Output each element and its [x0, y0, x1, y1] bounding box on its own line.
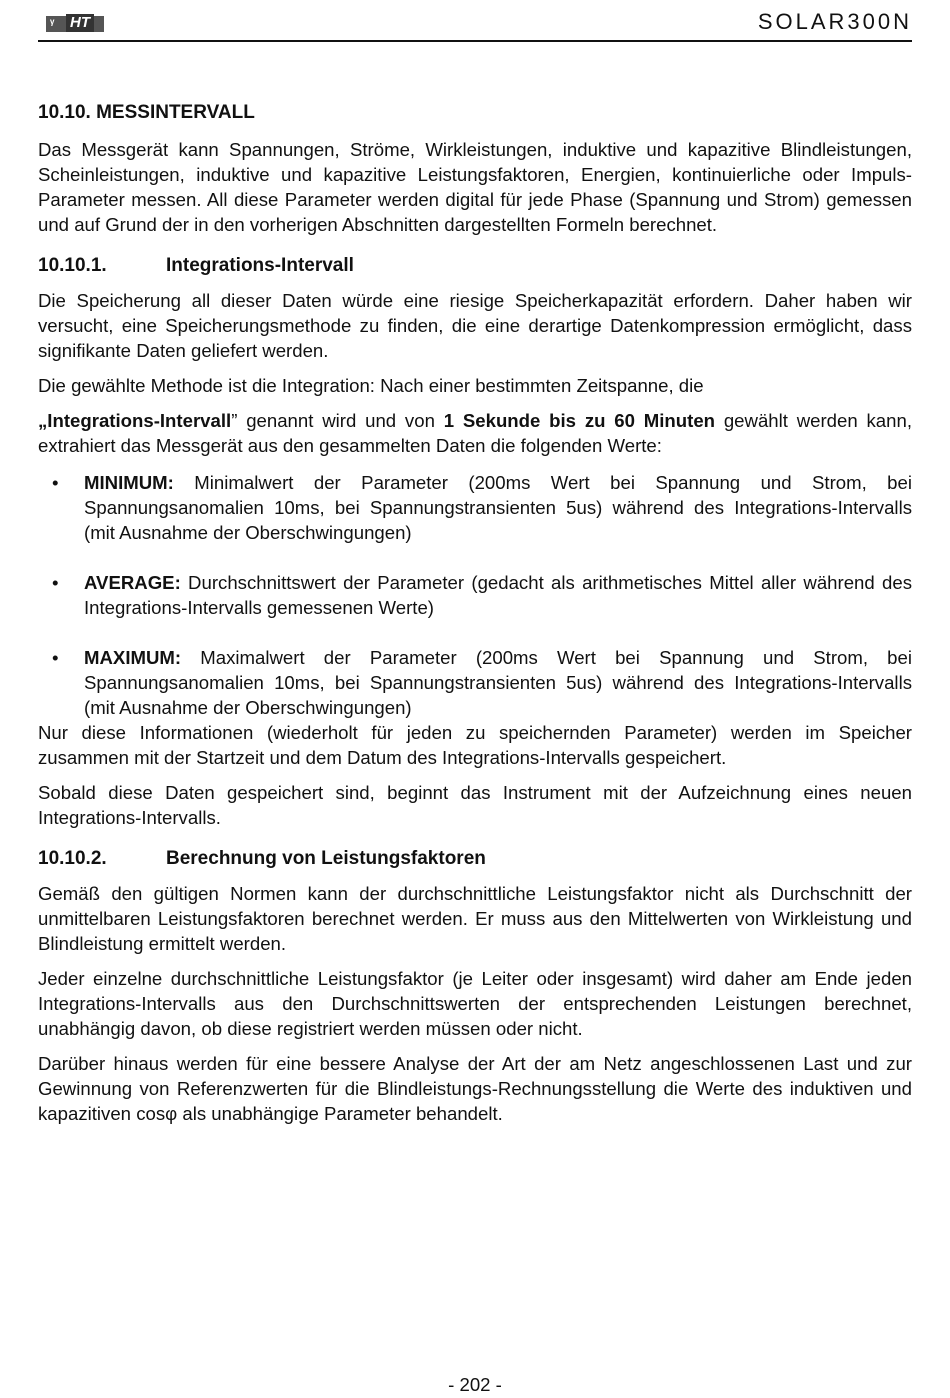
subsection-number: 10.10.1.	[38, 255, 107, 276]
page-number: - 202 -	[448, 1374, 502, 1395]
bullet-icon: •	[52, 472, 59, 493]
paragraph: Darüber hinaus werden für eine bessere Analyse der Art der am Netz angeschlossenen Last und zur Gewinnung von Referenzwerten für die Blindleistungs-Rechnungsstellung die Werte des induktiven und kapazitiven cosφ als unabhängige Parameter behandelt.	[38, 1053, 912, 1124]
subsection-number: 10.10.2.	[38, 848, 107, 869]
model-name: SOLAR300N	[757, 9, 912, 34]
bullet-icon: •	[52, 647, 59, 668]
bullet-icon: •	[52, 572, 59, 593]
ht-logo	[46, 12, 104, 34]
paragraph: Die Speicherung all dieser Daten würde eine riesige Speicherkapazität erfordern. Daher haben wir versucht, eine Speicherungsmethode zu finden, die eine derartige Datenkompression ermöglicht, dass signifikante Daten geliefert werden.	[38, 290, 912, 361]
subsection-title: Berechnung von Leistungsfaktoren	[166, 848, 486, 869]
list-item: • AVERAGE: Durchschnittswert der Parameter (gedacht als arithmetisches Mittel aller während des Integrations-Intervalls gemessenen Werte)	[52, 572, 912, 618]
subsection-title: Integrations-Intervall	[166, 255, 354, 276]
paragraph: Die gewählte Methode ist die Integration: Nach einer bestimmten Zeitspanne, die	[38, 375, 704, 396]
paragraph: Sobald diese Daten gespeichert sind, beginnt das Instrument mit der Aufzeichnung eines neuen Integrations-Intervalls.	[38, 782, 912, 828]
paragraph: „Integrations-Intervall” genannt wird und von 1 Sekunde bis zu 60 Minuten gewählt werden kann, extrahiert das Messgerät aus den gesammelten Daten die folgenden Werte:	[38, 410, 912, 456]
logo-text: HT	[66, 14, 94, 32]
logo-emblem-icon: ᵞ	[50, 16, 55, 30]
paragraph: Jeder einzelne durchschnittliche Leistungsfaktor (je Leiter oder insgesamt) wird daher am Ende jeden Integrations-Intervalls aus den Durchschnittswerten der entsprechenden Leistungen berechnet, unabhängig davon, ob diese registriert werden müssen oder nicht.	[38, 968, 912, 1039]
section-intro: Das Messgerät kann Spannungen, Ströme, Wirkleistungen, induktive und kapazitive Blindleistungen, Scheinleistungen, induktive und kapazitive Leistungsfaktoren, Energien, kontinuierliche oder Impuls-Parameter messen. All diese Parameter werden digital für jede Phase (Spannung und Strom) gemessen und auf Grund der in den vorherigen Abschnitten dargestellten Formeln berechnet.	[38, 139, 912, 235]
list-item: • MAXIMUM: Maximalwert der Parameter (200ms Wert bei Spannung und Strom, bei Spannungsanomalien 10ms, bei Spannungstransienten 5us) während des Integrations-Intervalls (mit Ausnahme der Oberschwingungen)	[52, 647, 912, 718]
paragraph: Nur diese Informationen (wiederholt für jeden zu speichernden Parameter) werden im Speicher zusammen mit der Startzeit und dem Datum des Integrations-Intervalls gespeichert.	[38, 722, 912, 768]
section-title: 10.10. MESSINTERVALL	[38, 102, 255, 123]
paragraph: Gemäß den gültigen Normen kann der durchschnittliche Leistungsfaktor nicht als Durchschnitt der unmittelbaren Leistungsfaktoren berechnet werden. Er muss aus den Mittelwerten von Wirkleistung und Blindleistung ermittelt werden.	[38, 883, 912, 954]
page-content	[38, 100, 912, 1136]
list-item: • MINIMUM: Minimalwert der Parameter (200ms Wert bei Spannung und Strom, bei Spannungsanomalien 10ms, bei Spannungstransienten 5us) während des Integrations-Intervalls (mit Ausnahme der Oberschwingungen)	[52, 472, 912, 543]
subsection-heading-2	[38, 846, 912, 871]
value-list	[38, 470, 912, 720]
page-header	[38, 6, 912, 42]
subsection-heading-1	[38, 253, 912, 278]
